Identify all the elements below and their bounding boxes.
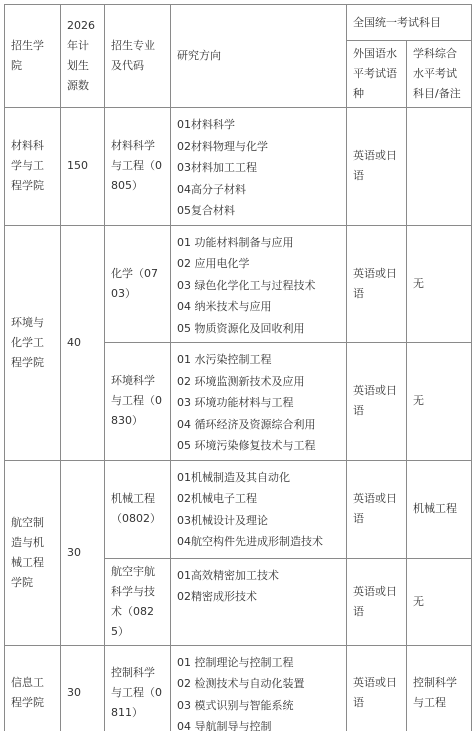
college-name: 材料科学与工程学院 — [5, 108, 61, 226]
direction-list — [171, 460, 347, 558]
direction-item: 02精密成形技术 — [177, 590, 257, 603]
direction-item: 03机械设计及理论 — [177, 513, 268, 527]
direction-item: 01高效精密加工技术 — [177, 568, 279, 582]
foreign-language: 英语或日语 — [347, 343, 407, 461]
foreign-language: 英语或日语 — [347, 460, 407, 558]
subject-exam: 无 — [407, 225, 472, 343]
direction-item: 02 环境监测新技术及应用 — [177, 374, 305, 388]
major-code: 控制科学与工程（0811） — [105, 645, 171, 731]
direction-item: 04 导航制导与控制 — [177, 720, 272, 731]
foreign-language: 英语或日语 — [347, 558, 407, 645]
admissions-table — [4, 4, 472, 731]
direction-item: 02机械电子工程 — [177, 492, 257, 505]
college-name: 信息工程学院 — [5, 645, 61, 731]
header-college: 招生学院 — [5, 5, 61, 108]
direction-item: 05复合材料 — [177, 204, 235, 217]
direction-item: 04 纳米技术与应用 — [177, 300, 272, 313]
header-foreign-language: 外国语水平考试语种 — [347, 41, 407, 108]
major-code: 机械工程（0802） — [105, 460, 171, 558]
major-code: 化学（0703） — [105, 225, 171, 343]
direction-item: 01 功能材料制备与应用 — [177, 235, 294, 249]
direction-item: 03 环境功能材料与工程 — [177, 396, 294, 409]
direction-list — [171, 558, 347, 645]
direction-item: 05 环境污染修复技术与工程 — [177, 439, 316, 452]
foreign-language: 英语或日语 — [347, 108, 407, 226]
direction-list — [171, 108, 347, 226]
header-subject-exam: 学科综合水平考试科目/备注 — [407, 41, 472, 108]
direction-item: 03 模式识别与智能系统 — [177, 698, 294, 712]
quota-value: 150 — [61, 108, 105, 226]
major-code: 材料科学与工程（0805） — [105, 108, 171, 226]
direction-list — [171, 645, 347, 731]
direction-item: 01机械制造及其自动化 — [177, 470, 290, 484]
direction-item: 01材料科学 — [177, 118, 235, 131]
direction-item: 04高分子材料 — [177, 182, 246, 196]
direction-item: 02材料物理与化学 — [177, 139, 268, 153]
subject-exam — [407, 108, 472, 226]
header-quota: 2026年计划生源数 — [61, 5, 105, 108]
quota-value: 40 — [61, 225, 105, 460]
major-code: 航空宇航科学与技术（0825） — [105, 558, 171, 645]
direction-list — [171, 343, 347, 461]
header-row — [5, 5, 472, 41]
direction-list — [171, 225, 347, 343]
quota-value: 30 — [61, 645, 105, 731]
table-row — [5, 645, 472, 731]
direction-item: 01 控制理论与控制工程 — [177, 655, 294, 669]
header-direction: 研究方向 — [171, 5, 347, 108]
subject-exam: 无 — [407, 343, 472, 461]
subject-exam: 无 — [407, 558, 472, 645]
table-row — [5, 460, 472, 558]
foreign-language: 英语或日语 — [347, 225, 407, 343]
direction-item: 05 物质资源化及回收利用 — [177, 321, 305, 335]
direction-item: 02 应用电化学 — [177, 257, 250, 270]
subject-exam: 机械工程 — [407, 460, 472, 558]
table-row — [5, 108, 472, 226]
direction-item: 04 循环经济及资源综合利用 — [177, 417, 316, 431]
college-name: 环境与化学工程学院 — [5, 225, 61, 460]
direction-item: 04航空构件先进成形制造技术 — [177, 535, 323, 548]
subject-exam: 控制科学与工程 — [407, 645, 472, 731]
direction-item: 03材料加工工程 — [177, 161, 257, 174]
direction-item: 03 绿色化学化工与过程技术 — [177, 278, 316, 292]
table-row — [5, 225, 472, 343]
college-name: 航空制造与机械工程学院 — [5, 460, 61, 645]
direction-item: 01 水污染控制工程 — [177, 353, 272, 366]
quota-value: 30 — [61, 460, 105, 645]
foreign-language: 英语或日语 — [347, 645, 407, 731]
direction-item: 02 检测技术与自动化装置 — [177, 677, 305, 690]
header-major: 招生专业及代码 — [105, 5, 171, 108]
major-code: 环境科学与工程（0830） — [105, 343, 171, 461]
header-exam-group: 全国统一考试科目 — [347, 5, 472, 41]
